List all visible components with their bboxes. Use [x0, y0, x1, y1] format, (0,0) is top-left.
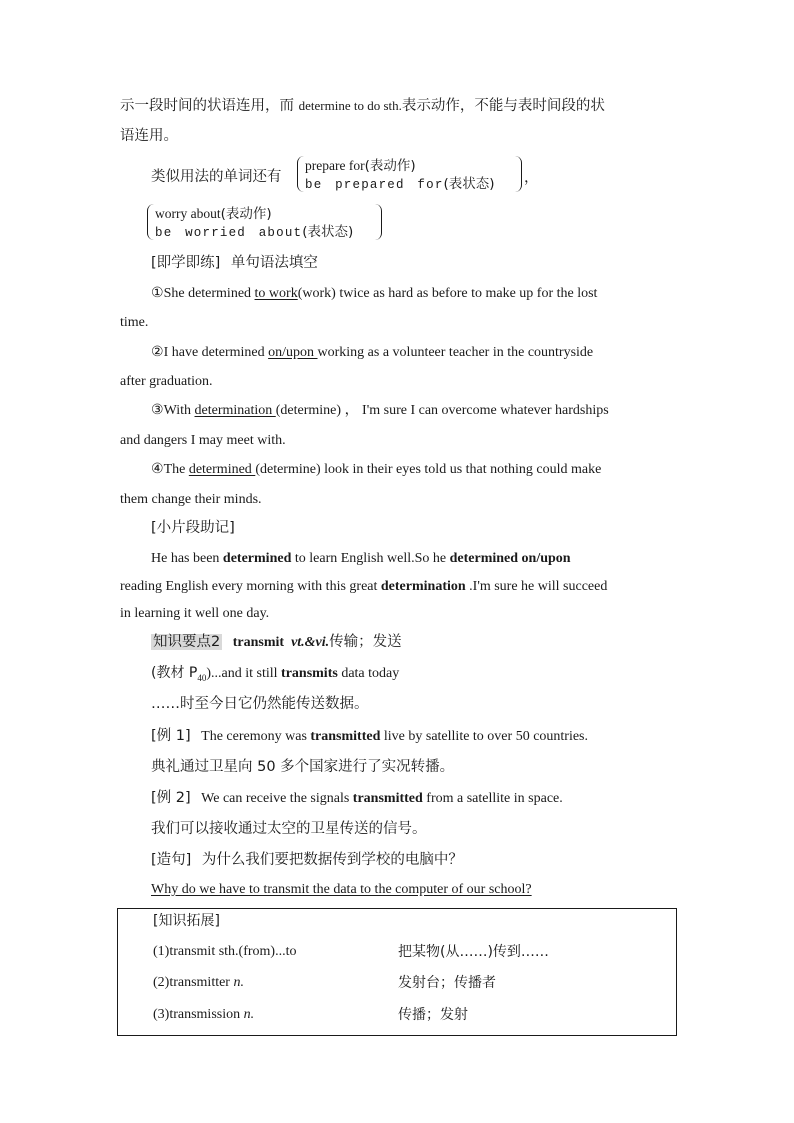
point2-pos: vt.&vi.: [291, 635, 330, 650]
extension-pos: n.: [233, 975, 244, 990]
source-page: 40: [197, 672, 207, 683]
memory-bold: determined: [222, 551, 292, 566]
make-prompt: 为什么我们要把数据传到学校的电脑中？: [201, 852, 463, 868]
memory-line-1: [151, 549, 571, 569]
intro-text-b: determine to do sth.: [298, 98, 402, 113]
item-post: (work) twice as hard as before to make up for the lost: [297, 286, 598, 301]
pair-row-be-prepared-for: [305, 175, 495, 194]
example-tag: [例 2]: [151, 790, 191, 806]
point2-make-sentence: [151, 850, 463, 871]
memory-text: reading English every morning with this great: [120, 579, 381, 594]
practice-item-3: [151, 401, 609, 421]
extension-row-2-meaning: 发射台；传播者: [398, 975, 496, 991]
item-pre: With: [163, 403, 195, 418]
memory-bold: determination: [380, 579, 466, 594]
item-answer: determination: [194, 403, 276, 418]
source-bold: transmits: [281, 666, 338, 681]
pair-en: worry about: [155, 206, 221, 221]
pair-cn: (表状态): [443, 176, 495, 192]
make-tag: [造句]: [151, 852, 192, 868]
memory-line-2: [120, 577, 607, 597]
memory-bold: determined on/upon: [449, 551, 571, 566]
extension-row-3: [153, 1005, 254, 1025]
memory-line-3: in learning it well one day.: [120, 606, 270, 621]
left-brace: [147, 204, 154, 240]
point2-make-sentence-answer: Why do we have to transmit the data to the computer of our school?: [151, 882, 532, 897]
item-pre: The: [163, 462, 189, 477]
pair-cn: (表状态): [302, 224, 354, 240]
brace-group-prepare: [297, 156, 525, 194]
pair-en: be worried about: [155, 226, 303, 240]
extension-term: (1)transmit sth.(from)...to: [153, 944, 297, 959]
source-text: )...and it still: [206, 666, 282, 681]
point2-source-translation: ……时至今日它仍然能传送数据。: [151, 696, 369, 712]
right-brace: [515, 156, 522, 192]
practice-header-title: 单句语法填空: [230, 255, 318, 271]
pair-row-be-worried-about: [155, 223, 353, 242]
knowledge-extension-box: [117, 908, 677, 1036]
practice-item-4-cont: them change their minds.: [120, 492, 262, 507]
point2-example-2: [151, 788, 563, 809]
similar-lead: 类似用法的单词还有: [151, 169, 282, 185]
memory-text: He has been: [151, 551, 223, 566]
example-text: The ceremony was: [201, 729, 311, 744]
item-number: ③: [151, 403, 164, 418]
item-pre: She determined: [163, 286, 255, 301]
memory-header: [小片段助记]: [151, 520, 235, 536]
item-post: (determine) look in their eyes told us that nothing could make: [255, 462, 602, 477]
point2-meaning: 传输；发送: [329, 634, 402, 650]
item-pre: I have determined: [163, 345, 269, 360]
item-number: ②: [151, 345, 164, 360]
pair-row-prepare-for: [305, 157, 416, 175]
extension-row-1-meaning: 把某物(从……)传到……: [398, 944, 549, 960]
practice-header: [151, 253, 318, 274]
item-answer: on/upon: [268, 345, 318, 360]
point2-word: transmit: [232, 635, 285, 650]
intro-text-c: 表示动作，不能与表时间段的状: [401, 98, 605, 114]
item-post: working as a volunteer teacher in the countryside: [317, 345, 594, 360]
extension-row-2: [153, 973, 244, 993]
pair-cn: (表动作): [220, 206, 272, 222]
item-post: (determine) ， I'm sure I can overcome whatever hardships: [275, 403, 609, 418]
example-text: from a satellite in space.: [422, 791, 563, 806]
practice-item-1: [151, 284, 597, 304]
extension-row-1: [153, 942, 296, 962]
practice-item-4: [151, 460, 601, 480]
item-number: ①: [151, 286, 164, 301]
example-text: We can receive the signals: [201, 791, 353, 806]
left-brace: [297, 156, 304, 192]
example-tag: [例 1]: [151, 728, 191, 744]
point2-tag: 知识要点2: [153, 634, 221, 650]
example-bold: transmitted: [352, 791, 423, 806]
extension-header: [知识拓展]: [153, 913, 220, 929]
point2-example-1-translation: 典礼通过卫星向 50 多个国家进行了实况转播。: [151, 759, 455, 775]
point2-example-1: [151, 726, 588, 747]
extension-row-3-meaning: 传播；发射: [398, 1007, 468, 1023]
practice-item-1-cont: time.: [120, 315, 149, 330]
pair-cn: (表动作): [364, 158, 416, 174]
memory-text: .I'm sure he will succeed: [465, 579, 608, 594]
point2-example-2-translation: 我们可以接收通过太空的卫星传送的信号。: [151, 821, 427, 837]
intro-line-2: 语连用。: [120, 128, 178, 144]
point2-source: [151, 663, 399, 688]
brace-group-worry: [147, 204, 385, 242]
source-text: data today: [337, 666, 400, 681]
source-text: (教材 P: [151, 665, 198, 681]
pair-en: prepare for: [305, 158, 365, 173]
right-brace: [375, 204, 382, 240]
practice-item-2-cont: after graduation.: [120, 374, 213, 389]
example-text: live by satellite to over 50 countries.: [380, 729, 589, 744]
practice-item-3-cont: and dangers I may meet with.: [120, 433, 286, 448]
item-number: ④: [151, 462, 164, 477]
example-bold: transmitted: [310, 729, 381, 744]
pair-row-worry-about: [155, 205, 272, 223]
pair-en: be prepared for: [305, 178, 444, 192]
practice-item-2: [151, 343, 593, 363]
similar-separator: ，: [524, 170, 539, 186]
memory-text: to learn English well.So he: [291, 551, 450, 566]
intro-text-a: 示一段时间的状语连用，而: [120, 98, 299, 114]
intro-line-1: [120, 96, 605, 117]
extension-term: (2)transmitter: [153, 975, 234, 990]
extension-pos: n.: [243, 1007, 255, 1022]
practice-header-tag: [即学即练]: [151, 255, 221, 271]
item-answer: determined: [188, 462, 256, 477]
point2-heading: [151, 632, 402, 653]
extension-term: (3)transmission: [153, 1007, 244, 1022]
item-answer: to work: [254, 286, 298, 301]
